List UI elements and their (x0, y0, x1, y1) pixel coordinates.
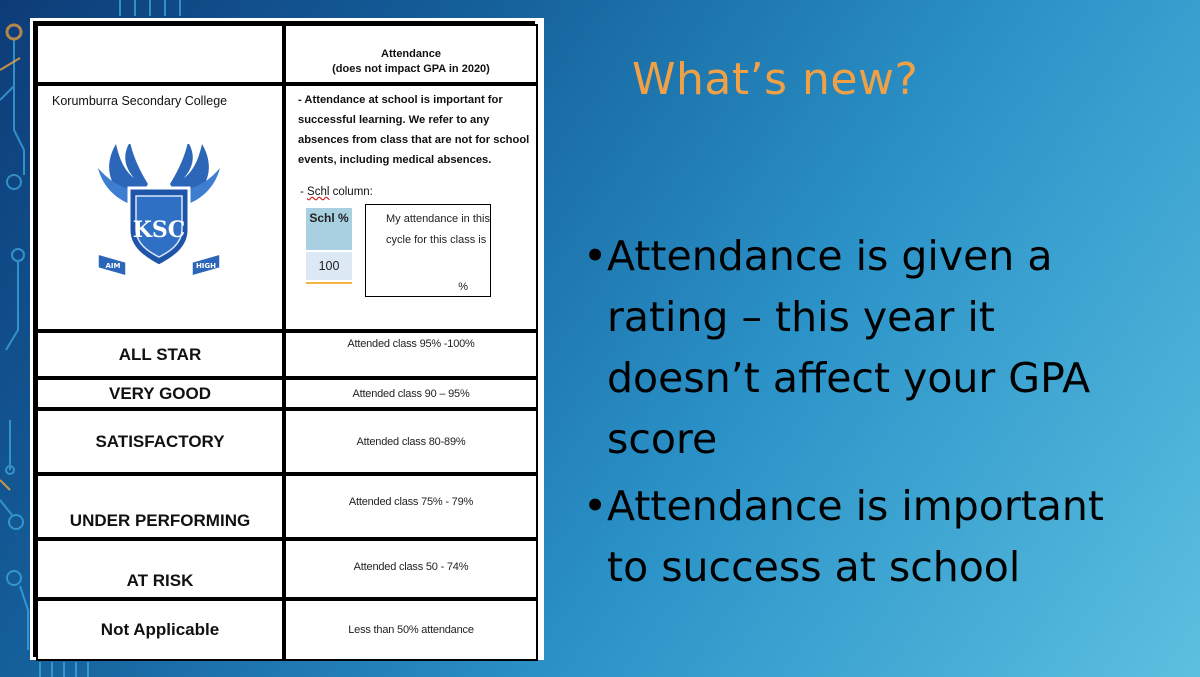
bullet-icon: • (583, 232, 608, 280)
college-name: Korumburra Secondary College (52, 94, 228, 108)
attendance-info-cell (284, 84, 538, 331)
college-logo-cell (36, 84, 284, 331)
header-title: Attendance (381, 48, 441, 60)
bullet-item (583, 476, 1143, 598)
rating-not-applicable-desc: Less than 50% attendance (284, 599, 538, 661)
schl-word: Schl (307, 186, 330, 198)
rating-all-star-desc: Attended class 95% -100% (284, 331, 538, 378)
rating-satisfactory-desc: Attended class 80-89% (284, 409, 538, 474)
slide-title: What’s new? (632, 54, 919, 105)
attendance-description: - Attendance at school is important for successful learning. We refer to any absences from class that are not for school events, including medical absences. (298, 94, 530, 166)
rating-not-applicable: Not Applicable (36, 599, 284, 661)
attendance-box-percent: % (458, 281, 468, 293)
schl-underline (306, 282, 352, 284)
rating-very-good-desc: Attended class 90 – 95% (284, 378, 538, 409)
bullet-text: Attendance is important to success at school (607, 482, 1104, 591)
bullet-icon: • (583, 482, 608, 530)
rating-satisfactory: SATISFACTORY (36, 409, 284, 474)
rating-under-performing: UNDER PERFORMING (36, 474, 284, 539)
header-attendance-cell (284, 24, 538, 84)
rating-under-performing-desc: Attended class 75% - 79% (284, 474, 538, 539)
bullet-list (583, 226, 1143, 604)
college-logo-icon (96, 144, 222, 284)
header-blank-cell (36, 24, 284, 84)
schl-header: Schl % (306, 208, 352, 250)
schl-value: 100 (306, 252, 352, 280)
rating-all-star: ALL STAR (36, 331, 284, 378)
header-subtitle: (does not impact GPA in 2020) (332, 63, 490, 75)
bullet-text: Attendance is given a rating – this year it doesn’t affect your GPA score (607, 232, 1091, 463)
bullet-item (583, 226, 1143, 470)
schl-column-label: - Schl column: (300, 186, 373, 198)
attendance-box (365, 204, 491, 297)
rating-at-risk: AT RISK (36, 539, 284, 599)
attendance-rating-table (33, 21, 535, 657)
logo-banner-right: HIGH (195, 262, 217, 270)
logo-banner-left: AIM (105, 262, 121, 270)
rating-very-good: VERY GOOD (36, 378, 284, 409)
attendance-box-text: My attendance in this cycle for this class is (386, 213, 490, 246)
logo-monogram: KSC (132, 217, 186, 243)
rating-at-risk-desc: Attended class 50 - 74% (284, 539, 538, 599)
